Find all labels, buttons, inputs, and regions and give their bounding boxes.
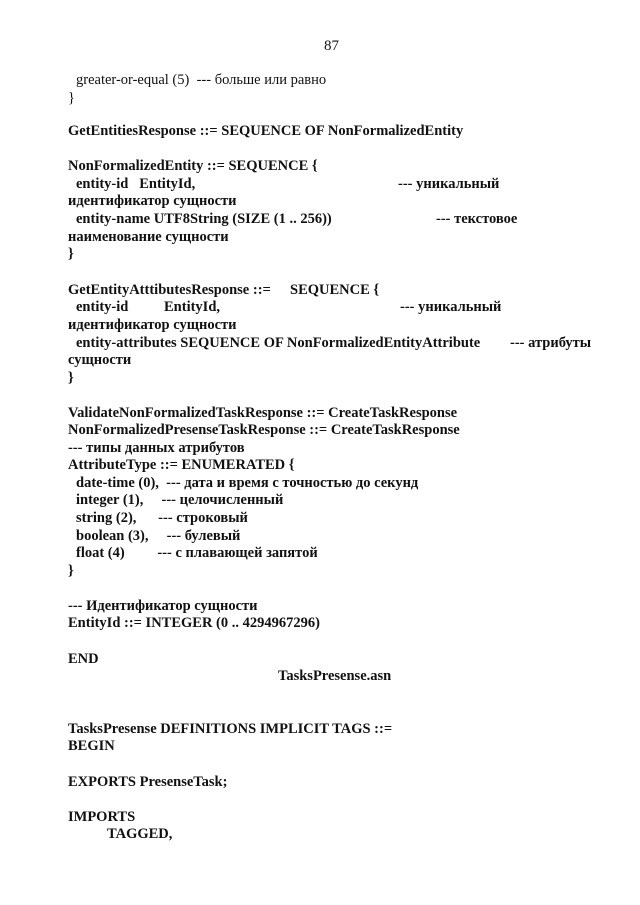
section-filename: TasksPresense.asn [278, 668, 392, 684]
text-line: --- уникальный [400, 299, 502, 315]
text-line: идентификатор сущности [68, 317, 237, 333]
text-line: TasksPresense DEFINITIONS IMPLICIT TAGS ::= [68, 721, 393, 737]
text-line: --- Идентификатор сущности [68, 598, 258, 614]
text-line: GetEntitiesResponse ::= SEQUENCE OF NonFormalizedEntity [68, 123, 464, 139]
text-line: AttributeType ::= ENUMERATED { [68, 457, 295, 473]
page-number: 87 [324, 38, 339, 54]
text-line: --- текстовое [436, 211, 518, 227]
text-line: entity-id EntityId, [76, 176, 196, 192]
text-line: EXPORTS PresenseTask; [68, 774, 228, 790]
text-line: --- уникальный [398, 176, 500, 192]
text-line: IMPORTS [68, 809, 136, 825]
text-line: float (4) --- с плавающей запятой [76, 545, 318, 561]
text-line: --- типы данных атрибутов [68, 440, 245, 456]
text-line: } [68, 370, 74, 386]
text-line: } [68, 90, 75, 106]
text-line: EntityId, [164, 299, 221, 315]
text-line: TAGGED, [107, 826, 173, 842]
text-line: идентификатор сущности [68, 193, 237, 209]
text-line: greater-or-equal (5) --- больше или равно [76, 72, 327, 88]
text-line: NonFormalizedEntity ::= SEQUENCE { [68, 158, 318, 174]
text-line: integer (1), --- целочисленный [76, 492, 284, 508]
text-line: boolean (3), --- булевый [76, 528, 241, 544]
text-line: entity-attributes SEQUENCE OF NonFormalizedEntityAttribute [76, 335, 481, 351]
text-line: entity-id [76, 299, 129, 315]
text-line: END [68, 651, 99, 667]
text-line: } [68, 563, 74, 579]
text-line: --- атрибуты [510, 335, 592, 351]
text-line: date-time (0), --- дата и время с точностью до секунд [76, 475, 419, 491]
text-line: SEQUENCE { [290, 282, 380, 298]
text-line: ValidateNonFormalizedTaskResponse ::= CreateTaskResponse [68, 405, 458, 421]
text-line: наименование сущности [68, 229, 229, 245]
text-line: EntityId ::= INTEGER (0 .. 4294967296) [68, 615, 320, 631]
text-line: } [68, 246, 74, 262]
text-line: NonFormalizedPresenseTaskResponse ::= CreateTaskResponse [68, 422, 460, 438]
text-line: GetEntityAtttibutesResponse ::= [68, 282, 271, 298]
text-line: entity-name UTF8String (SIZE (1 .. 256)) [76, 211, 332, 227]
text-line: сущности [68, 352, 132, 368]
text-line: string (2), --- строковый [76, 510, 248, 526]
text-line: BEGIN [68, 738, 115, 754]
